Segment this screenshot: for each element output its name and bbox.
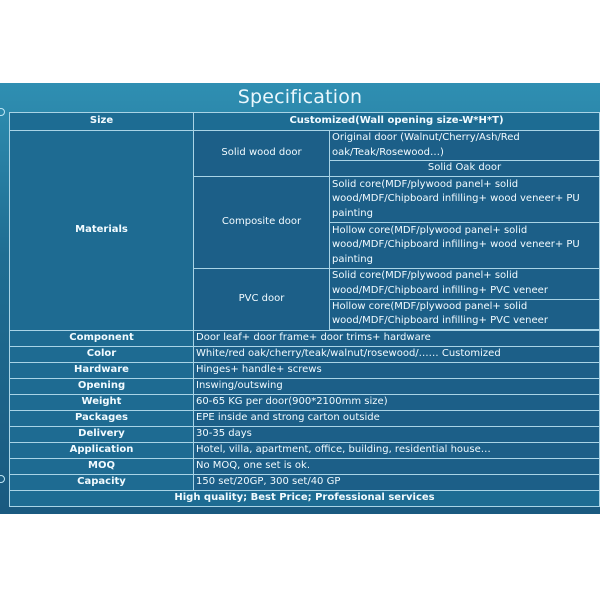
- table-row: [10, 458, 600, 474]
- row-value: EPE inside and strong carton outside: [194, 410, 600, 426]
- table-row: [10, 426, 600, 442]
- table-row: [10, 330, 600, 346]
- solid-wood-door-label: Solid wood door: [194, 131, 330, 177]
- composite-option: Solid core(MDF/plywood panel+ solid wood/MDF/Chipboard infilling+ wood veneer+ PU painting: [330, 177, 600, 223]
- row-label: MOQ: [10, 458, 194, 474]
- pvc-option: Solid core(MDF/plywood panel+ solid wood/MDF/Chipboard infilling+ PVC veneer: [330, 269, 600, 299]
- table-row-footer: [10, 490, 600, 506]
- table-row: [10, 346, 600, 362]
- row-label: Packages: [10, 410, 194, 426]
- footer-text: High quality; Best Price; Professional services: [10, 490, 600, 506]
- row-value: Hotel, villa, apartment, office, building, residential house…: [194, 442, 600, 458]
- table-row: [10, 378, 600, 394]
- table-row: [10, 410, 600, 426]
- row-value: Hinges+ handle+ screws: [194, 362, 600, 378]
- page-title: Specification: [237, 86, 363, 108]
- row-value: Door leaf+ door frame+ door trims+ hardware: [194, 330, 600, 346]
- table-row: [10, 394, 600, 410]
- table-row: [10, 362, 600, 378]
- row-value: 150 set/20GP, 300 set/40 GP: [194, 474, 600, 490]
- table-row: [10, 474, 600, 490]
- pvc-option: Hollow core(MDF/plywood panel+ solid wood/MDF/Chipboard infilling+ PVC veneer: [330, 299, 600, 329]
- row-label: Delivery: [10, 426, 194, 442]
- size-label: Size: [10, 113, 194, 131]
- row-label: Weight: [10, 394, 194, 410]
- size-value: Customized(Wall opening size-W*H*T): [194, 113, 600, 131]
- table-row-size: [10, 113, 600, 131]
- row-label: Capacity: [10, 474, 194, 490]
- solid-wood-option: Original door (Walnut/Cherry/Ash/Red oak/Teak/Rosewood…): [330, 131, 600, 161]
- row-value: No MOQ, one set is ok.: [194, 458, 600, 474]
- row-value: 60-65 KG per door(900*2100mm size): [194, 394, 600, 410]
- table-row: [10, 442, 600, 458]
- pvc-door-label: PVC door: [194, 269, 330, 331]
- row-label: Opening: [10, 378, 194, 394]
- row-value: Inswing/outswing: [194, 378, 600, 394]
- materials-label: Materials: [10, 131, 194, 331]
- composite-door-label: Composite door: [194, 177, 330, 269]
- row-label: Hardware: [10, 362, 194, 378]
- row-label: Component: [10, 330, 194, 346]
- spec-table: [9, 112, 600, 507]
- row-label: Color: [10, 346, 194, 362]
- row-value: 30-35 days: [194, 426, 600, 442]
- row-value: White/red oak/cherry/teak/walnut/rosewood/…… Customized: [194, 346, 600, 362]
- table-row-material: [10, 131, 600, 161]
- row-label: Application: [10, 442, 194, 458]
- composite-option: Hollow core(MDF/plywood panel+ solid wood/MDF/Chipboard infilling+ wood veneer+ PU painting: [330, 223, 600, 269]
- solid-wood-option: Solid Oak door: [330, 161, 600, 177]
